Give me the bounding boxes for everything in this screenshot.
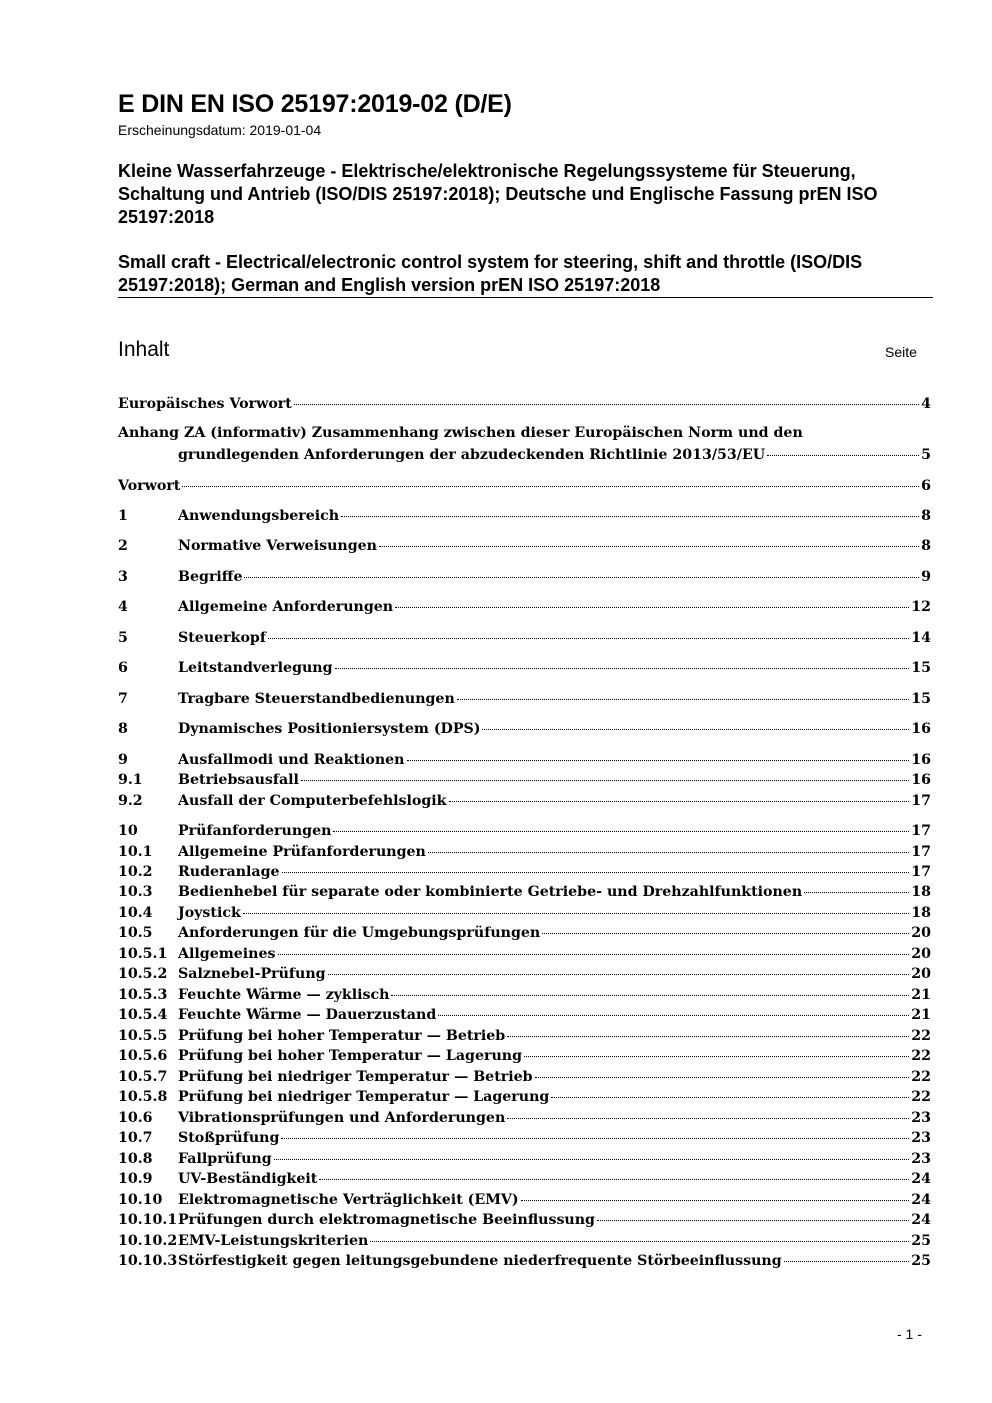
toc-entry-title: Prüfung bei hoher Temperatur — Betrieb bbox=[178, 1028, 506, 1044]
toc-dot-leader bbox=[391, 995, 909, 996]
toc-entry-page: 16 bbox=[911, 721, 931, 737]
toc-entry-number: 10.10.3 bbox=[118, 1253, 178, 1269]
toc-entry-page: 25 bbox=[911, 1233, 931, 1249]
toc-entry-title: Anforderungen für die Umgebungsprüfungen bbox=[178, 925, 541, 941]
toc-entry-title: UV-Beständigkeit bbox=[178, 1171, 318, 1187]
toc-entry-number: 9.2 bbox=[118, 793, 143, 809]
toc-entry[interactable] bbox=[118, 1130, 931, 1150]
toc-entry-page: 6 bbox=[921, 478, 931, 494]
toc-entry[interactable] bbox=[118, 1089, 931, 1109]
toc-heading: Inhalt bbox=[118, 338, 170, 361]
toc-entry-number: 10.10.1 bbox=[118, 1212, 178, 1228]
toc-entry-page: 12 bbox=[911, 599, 931, 615]
toc-dot-leader bbox=[535, 1077, 910, 1078]
toc-entry-title: Feuchte Wärme — Dauerzustand bbox=[178, 1007, 437, 1023]
toc-dot-leader bbox=[521, 1200, 910, 1201]
toc-dot-leader bbox=[268, 638, 909, 639]
toc-dot-leader bbox=[301, 780, 909, 781]
toc-entry-number: 1 bbox=[118, 508, 128, 524]
toc-entry-title: EMV-Leistungskriterien bbox=[178, 1233, 369, 1249]
toc-entry-title: Dynamisches Positioniersystem (DPS) bbox=[178, 721, 481, 737]
toc-entry-title: Allgemeines bbox=[178, 946, 276, 962]
toc-entry-number: 10.5.4 bbox=[118, 1007, 168, 1023]
toc-entry-number: 10.9 bbox=[118, 1171, 153, 1187]
toc-entry-title: Europäisches Vorwort bbox=[118, 396, 292, 412]
toc-entry-title: Prüfung bei niedriger Temperatur — Lagerung bbox=[178, 1089, 550, 1105]
toc-dot-leader bbox=[507, 1036, 909, 1037]
toc-dot-leader bbox=[767, 455, 919, 456]
toc-entry[interactable] bbox=[118, 1028, 931, 1048]
toc-entry-title: Steuerkopf bbox=[178, 630, 266, 646]
toc-dot-leader bbox=[328, 974, 910, 975]
toc-entry-number: 10.5.1 bbox=[118, 946, 168, 962]
toc-entry[interactable] bbox=[118, 966, 931, 986]
toc-entry-page: 21 bbox=[911, 987, 931, 1003]
toc-entry-number: 3 bbox=[118, 569, 128, 585]
toc-entry-title: grundlegenden Anforderungen der abzudeckenden Richtlinie 2013/53/EU bbox=[178, 447, 766, 463]
toc-entry-title: Normative Verweisungen bbox=[178, 538, 377, 554]
toc-entry[interactable] bbox=[118, 447, 931, 467]
toc-entry-page: 8 bbox=[921, 538, 931, 554]
toc-entry-page: 24 bbox=[911, 1212, 931, 1228]
toc-entry[interactable] bbox=[118, 630, 931, 650]
toc-entry-title: Ruderanlage bbox=[178, 864, 280, 880]
title-english: Small craft - Electrical/electronic control system for steering, shift and throttle (ISO/DIS 25197:2018); German and English version prEN ISO 25197:2018 bbox=[118, 252, 863, 295]
toc-entry-page: 23 bbox=[911, 1130, 931, 1146]
toc-entry[interactable] bbox=[118, 925, 931, 945]
toc-entry-number: 10.5.8 bbox=[118, 1089, 168, 1105]
toc-entry-number: 10.4 bbox=[118, 905, 153, 921]
toc-dot-leader bbox=[551, 1097, 909, 1098]
toc-dot-leader bbox=[281, 1138, 909, 1139]
title-divider bbox=[118, 297, 933, 298]
toc-entry-number: 10.10 bbox=[118, 1192, 163, 1208]
toc-entry-number: 2 bbox=[118, 538, 128, 554]
toc-entry[interactable] bbox=[118, 905, 931, 925]
toc-entry-title: Störfestigkeit gegen leitungsgebundene niederfrequente Störbeeinflussung bbox=[178, 1253, 782, 1269]
toc-dot-leader bbox=[244, 577, 919, 578]
toc-entry-page: 24 bbox=[911, 1171, 931, 1187]
toc-entry-page: 24 bbox=[911, 1192, 931, 1208]
toc-entry-page: 17 bbox=[911, 844, 931, 860]
toc-entry-page: 18 bbox=[911, 884, 931, 900]
document-title: E DIN EN ISO 25197:2019-02 (D/E) bbox=[118, 90, 512, 118]
toc-dot-leader bbox=[438, 1015, 909, 1016]
toc-dot-leader bbox=[243, 913, 909, 914]
toc-entry[interactable] bbox=[118, 599, 931, 619]
toc-entry-page: 22 bbox=[911, 1089, 931, 1105]
toc-entry-page: 17 bbox=[911, 864, 931, 880]
toc-entry-number: 10.5 bbox=[118, 925, 153, 941]
toc-dot-leader bbox=[379, 546, 919, 547]
toc-dot-leader bbox=[804, 892, 909, 893]
toc-dot-leader bbox=[341, 516, 919, 517]
toc-dot-leader bbox=[597, 1220, 909, 1221]
toc-entry-title: Stoßprüfung bbox=[178, 1130, 280, 1146]
toc-dot-leader bbox=[274, 1159, 910, 1160]
toc-entry-page: 16 bbox=[911, 752, 931, 768]
toc-entry-title: Vorwort bbox=[118, 478, 181, 494]
toc-entry-title: Leitstandverlegung bbox=[178, 660, 333, 676]
toc-entry[interactable] bbox=[118, 569, 931, 589]
toc-entry-title: Prüfungen durch elektromagnetische Beeinflussung bbox=[178, 1212, 595, 1228]
toc-entry-number: 9.1 bbox=[118, 772, 143, 788]
toc-entry-page: 17 bbox=[911, 793, 931, 809]
toc-dot-leader bbox=[278, 954, 910, 955]
toc-entry[interactable] bbox=[118, 1110, 931, 1130]
toc-entry[interactable] bbox=[118, 864, 931, 884]
toc-entry-page: 22 bbox=[911, 1048, 931, 1064]
toc-entry-title: Allgemeine Anforderungen bbox=[178, 599, 394, 615]
toc-entry-page: 20 bbox=[911, 966, 931, 982]
toc-entry-title: Betriebsausfall bbox=[178, 772, 299, 788]
toc-entry-number: 4 bbox=[118, 599, 128, 615]
toc-entry[interactable] bbox=[118, 1007, 931, 1027]
toc-entry-title: Salznebel-Prüfung bbox=[178, 966, 326, 982]
toc-entry[interactable] bbox=[118, 396, 931, 416]
toc-entry-text-line1: Anhang ZA (informativ) Zusammenhang zwischen dieser Europäischen Norm und den bbox=[118, 425, 803, 441]
toc-dot-leader bbox=[335, 668, 910, 669]
toc-entry[interactable] bbox=[118, 1212, 931, 1232]
page-number: - 1 - bbox=[897, 1326, 922, 1342]
toc-entry-page: 23 bbox=[911, 1110, 931, 1126]
toc-entry-number: 8 bbox=[118, 721, 128, 737]
toc-entry-page: 25 bbox=[911, 1253, 931, 1269]
toc-entry[interactable] bbox=[118, 478, 931, 498]
toc-entry-number: 10.6 bbox=[118, 1110, 153, 1126]
toc-entry[interactable] bbox=[118, 721, 931, 741]
toc-entry[interactable] bbox=[118, 1253, 931, 1273]
toc-entry[interactable] bbox=[118, 1048, 931, 1068]
toc-dot-leader bbox=[319, 1179, 909, 1180]
toc-entry-number: 10.7 bbox=[118, 1130, 153, 1146]
toc-dot-leader bbox=[542, 933, 909, 934]
toc-entry-number: 10.2 bbox=[118, 864, 153, 880]
toc-entry-page: 23 bbox=[911, 1151, 931, 1167]
toc-entry-page: 4 bbox=[921, 396, 931, 412]
toc-entry-number: 10.5.5 bbox=[118, 1028, 168, 1044]
toc-entry-number: 6 bbox=[118, 660, 128, 676]
toc-entry-number: 10.8 bbox=[118, 1151, 153, 1167]
toc-entry[interactable] bbox=[118, 772, 931, 792]
toc-entry-title: Prüfanforderungen bbox=[178, 823, 332, 839]
toc-page-column-label: Seite bbox=[885, 344, 917, 360]
toc-dot-leader bbox=[784, 1261, 910, 1262]
toc-entry[interactable] bbox=[118, 884, 931, 904]
toc-entry-title: Begriffe bbox=[178, 569, 243, 585]
toc-entry[interactable] bbox=[118, 1151, 931, 1171]
toc-entry-page: 21 bbox=[911, 1007, 931, 1023]
toc-entry-number: 10.5.2 bbox=[118, 966, 168, 982]
toc-dot-leader bbox=[457, 699, 909, 700]
toc-entry-title: Tragbare Steuerstandbedienungen bbox=[178, 691, 455, 707]
toc-entry[interactable] bbox=[118, 793, 931, 813]
toc-entry-title: Bedienhebel für separate oder kombinierte Getriebe- und Drehzahlfunktionen bbox=[178, 884, 803, 900]
toc-entry-page: 16 bbox=[911, 772, 931, 788]
toc-entry-number: 10.5.6 bbox=[118, 1048, 168, 1064]
toc-dot-leader bbox=[294, 404, 919, 405]
toc-dot-leader bbox=[482, 729, 909, 730]
toc-dot-leader bbox=[182, 486, 919, 487]
toc-entry-number: 9 bbox=[118, 752, 128, 768]
toc-dot-leader bbox=[428, 852, 909, 853]
toc-entry-page: 22 bbox=[911, 1028, 931, 1044]
toc-entry[interactable] bbox=[118, 508, 931, 528]
toc-entry-page: 15 bbox=[911, 691, 931, 707]
toc-entry-number: 7 bbox=[118, 691, 128, 707]
toc-entry[interactable] bbox=[118, 660, 931, 680]
toc-dot-leader bbox=[282, 872, 910, 873]
toc-entry-page: 20 bbox=[911, 925, 931, 941]
toc-entry[interactable] bbox=[118, 987, 931, 1007]
toc-entry-title: Feuchte Wärme — zyklisch bbox=[178, 987, 390, 1003]
toc-entry[interactable] bbox=[118, 1192, 931, 1212]
toc-entry-page: 15 bbox=[911, 660, 931, 676]
toc-entry-number: 5 bbox=[118, 630, 128, 646]
toc-entry-number: 10 bbox=[118, 823, 138, 839]
toc-entry[interactable] bbox=[118, 538, 931, 558]
toc-entry-page: 20 bbox=[911, 946, 931, 962]
toc-entry[interactable] bbox=[118, 1233, 931, 1253]
toc-entry[interactable] bbox=[118, 1069, 931, 1089]
toc-entry[interactable] bbox=[118, 946, 931, 966]
toc-entry-page: 9 bbox=[921, 569, 931, 585]
toc-entry[interactable] bbox=[118, 691, 931, 711]
toc-entry-title: Allgemeine Prüfanforderungen bbox=[178, 844, 426, 860]
toc-entry-title: Anwendungsbereich bbox=[178, 508, 340, 524]
toc-entry-title: Fallprüfung bbox=[178, 1151, 272, 1167]
toc-dot-leader bbox=[333, 831, 909, 832]
toc-entry-number: 10.5.3 bbox=[118, 987, 168, 1003]
toc-dot-leader bbox=[507, 1118, 909, 1119]
title-german: Kleine Wasserfahrzeuge - Elektrische/elektronische Regelungssysteme für Steuerung, Schaltung und Antrieb (ISO/DIS 25197:2018); Deutsche und Englische Fassung prEN ISO 25197:2018 bbox=[118, 161, 878, 227]
toc-entry[interactable] bbox=[118, 752, 931, 772]
toc-entry-number: 10.10.2 bbox=[118, 1233, 178, 1249]
toc-entry-number: 10.5.7 bbox=[118, 1069, 168, 1085]
toc-entry-title: Ausfallmodi und Reaktionen bbox=[178, 752, 405, 768]
toc-dot-leader bbox=[370, 1241, 909, 1242]
toc-dot-leader bbox=[395, 607, 909, 608]
toc-entry-title: Prüfung bei hoher Temperatur — Lagerung bbox=[178, 1048, 522, 1064]
toc-entry-title: Ausfall der Computerbefehlslogik bbox=[178, 793, 447, 809]
toc-dot-leader bbox=[449, 801, 910, 802]
toc-dot-leader bbox=[407, 760, 910, 761]
toc-dot-leader bbox=[524, 1056, 909, 1057]
toc-entry-page: 14 bbox=[911, 630, 931, 646]
toc-entry-page: 18 bbox=[911, 905, 931, 921]
toc-entry[interactable] bbox=[118, 1171, 931, 1191]
toc-entry-title: Prüfung bei niedriger Temperatur — Betrieb bbox=[178, 1069, 533, 1085]
toc-entry-number: 10.3 bbox=[118, 884, 153, 900]
toc-entry-page: 8 bbox=[921, 508, 931, 524]
toc-entry-title: Joystick bbox=[178, 905, 241, 921]
toc-entry-title: Vibrationsprüfungen und Anforderungen bbox=[178, 1110, 506, 1126]
toc-entry[interactable] bbox=[118, 844, 931, 864]
toc-entry-number: 10.1 bbox=[118, 844, 153, 860]
publication-date: Erscheinungsdatum: 2019-01-04 bbox=[118, 122, 322, 138]
toc-entry[interactable] bbox=[118, 823, 931, 843]
toc-entry-page: 5 bbox=[921, 447, 931, 463]
toc-entry-page: 17 bbox=[911, 823, 931, 839]
toc-entry-page: 22 bbox=[911, 1069, 931, 1085]
toc-entry-title: Elektromagnetische Verträglichkeit (EMV) bbox=[178, 1192, 519, 1208]
